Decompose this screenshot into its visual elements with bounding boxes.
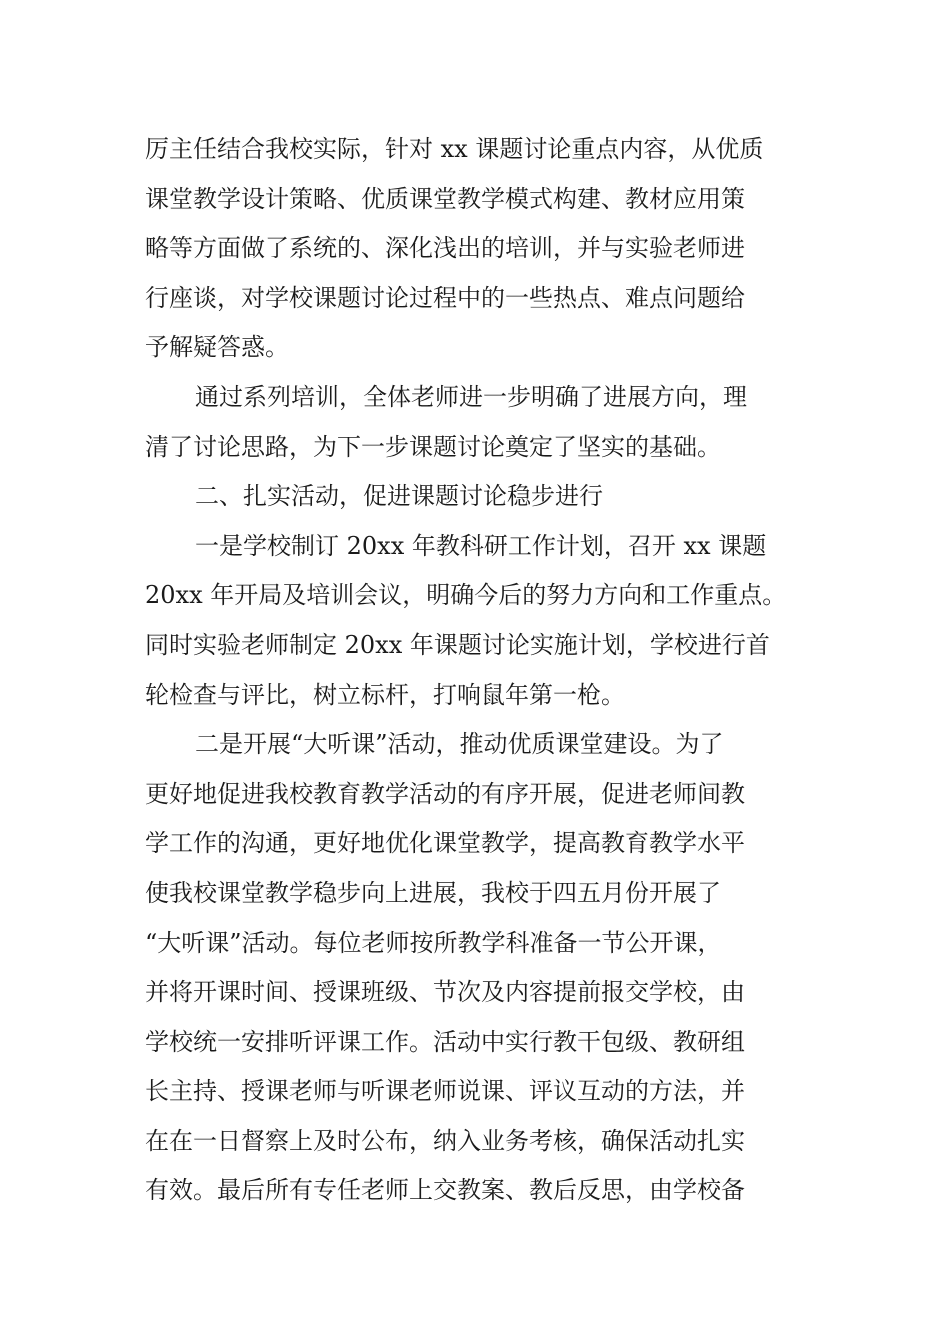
text-line: “大听课”活动。每位老师按所教学科准备一节公开课， [145, 928, 722, 957]
text-line: 课堂教学设计策略、优质课堂教学模式构建、教材应用策 [145, 184, 745, 213]
text-line: 学工作的沟通，更好地优化课堂教学，提高教育教学水平 [145, 829, 745, 858]
text-line: 厉主任结合我校实际，针对 xx 课题讨论重点内容，从优质 [145, 135, 764, 163]
text-line: 更好地促进我校教育教学活动的有序开展，促进老师间教 [145, 779, 745, 808]
text-line: 20xx 年开局及培训会议，明确今后的努力方向和工作重点。 [145, 581, 787, 610]
text-line: 轮检查与评比，树立标杆，打响鼠年第一枪。 [145, 680, 625, 709]
section-heading: 二、扎实活动，促进课题讨论稳步进行 [195, 482, 603, 511]
text-line: 同时实验老师制定 20xx 年课题讨论实施计划，学校进行首 [145, 630, 770, 659]
text-line: 长主持、授课老师与听课老师说课、评议互动的方法，并 [145, 1077, 745, 1106]
paragraph-first-line: 二是开展“大听课”活动，推动优质课堂建设。为了 [195, 730, 724, 759]
paragraph-first-line: 一是学校制订 20xx 年教科研工作计划，召开 xx 课题 [195, 531, 767, 560]
paragraph-first-line: 通过系列培训，全体老师进一步明确了进展方向，理 [195, 382, 747, 411]
text-line: 使我校课堂教学稳步向上进展，我校于四五月份开展了 [145, 878, 721, 907]
text-line: 学校统一安排听评课工作。活动中实行教干包级、教研组 [145, 1027, 745, 1056]
text-line: 有效。最后所有专任老师上交教案、教后反思，由学校备 [145, 1176, 745, 1205]
document-body [145, 125, 810, 1216]
text-line: 予解疑答惑。 [145, 333, 289, 362]
text-line: 并将开课时间、授课班级、节次及内容提前报交学校，由 [145, 978, 745, 1007]
text-line: 在在一日督察上及时公布，纳入业务考核，确保活动扎实 [145, 1126, 745, 1155]
text-line: 行座谈，对学校课题讨论过程中的一些热点、难点问题给 [145, 283, 745, 312]
text-line: 略等方面做了系统的、深化浅出的培训，并与实验老师进 [145, 234, 745, 263]
text-line: 清了讨论思路，为下一步课题讨论奠定了坚实的基础。 [145, 432, 721, 461]
